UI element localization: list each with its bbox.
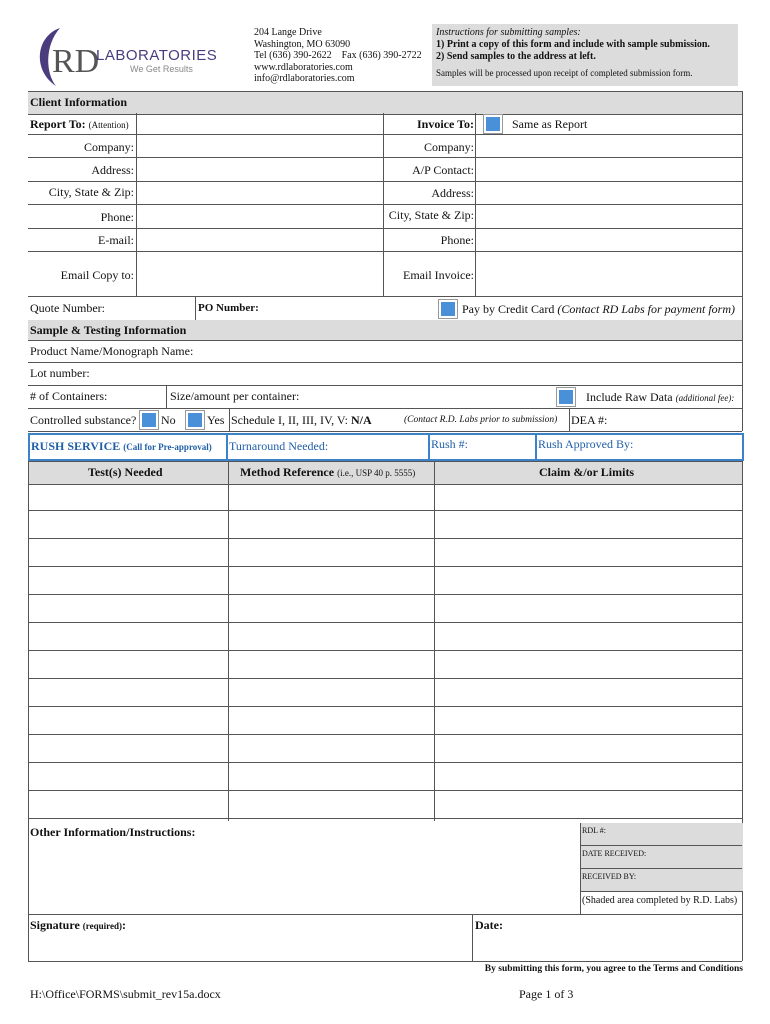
instructions-title: Instructions for submitting samples: [436,27,581,38]
company-label: Company: [84,140,134,154]
test-needed-cell[interactable] [28,623,228,650]
method-reference-cell[interactable] [228,623,434,650]
test-needed-cell[interactable] [28,763,228,790]
claim-limits-cell[interactable] [434,707,742,734]
test-needed-cell[interactable] [28,679,228,706]
invoice-company-label: Company: [424,140,474,154]
test-needed-cell[interactable] [28,735,228,762]
terms-notice: By submitting this form, you agree to the Terms and Conditions [484,964,743,974]
other-info-input[interactable] [30,843,575,911]
address-line: Washington, MO 63090 [254,38,351,50]
footer-filename: H:\Office\FORMS\submit_rev15a.docx [30,987,221,1001]
claim-limits-cell[interactable] [434,595,742,622]
email-copy-label: Email Copy to: [60,268,134,282]
signature-label: Signature (required): [30,918,126,932]
product-name-label: Product Name/Monograph Name: [30,344,194,358]
controlled-substance-label: Controlled substance? [30,413,137,427]
method-reference-header: Method Reference (i.e., USP 40 p. 5555) [240,465,416,479]
po-number-label: PO Number: [198,302,259,314]
dea-label: DEA #: [571,413,608,427]
claim-limits-cell[interactable] [434,679,742,706]
instructions-note: Samples will be processed upon receipt of completed submission form. [436,68,693,78]
test-needed-cell[interactable] [28,539,228,566]
rush-number-label: Rush #: [431,437,469,451]
logo-name: LABORATORIES [96,47,218,64]
product-name-input[interactable] [198,341,738,361]
table-row [28,735,742,763]
sample-section-title: Sample & Testing Information [30,323,187,337]
invoice-phone-label: Phone: [440,233,474,247]
instruction-1: 1) Print a copy of this form and include with sample submission. [436,39,710,50]
client-section-header [28,91,742,115]
claim-limits-cell[interactable] [434,651,742,678]
logo-letters: RD [52,43,100,80]
invoice-city-input[interactable] [476,205,741,227]
email: info@rdlaboratories.com [254,73,355,84]
rush-service-label: RUSH SERVICE (Call for Pre-approval) [31,439,212,453]
table-row [28,539,742,567]
received-by-label: RECEIVED BY: [582,872,637,881]
ap-contact-label: A/P Contact: [412,163,474,177]
phone-fax: Tel (636) 390-2622 Fax (636) 390-2722 [254,50,422,61]
schedule-label: Schedule I, II, III, IV, V: N/A [231,413,372,427]
shaded-area-note: (Shaded area completed by R.D. Labs) [582,895,738,906]
invoice-city-label: City, State & Zip: [388,208,474,222]
claim-limits-header: Claim &/or Limits [539,465,635,479]
ap-contact-input[interactable] [476,158,741,180]
method-reference-cell[interactable] [228,707,434,734]
table-row [28,651,742,679]
table-row [28,791,742,819]
table-row [28,567,742,595]
table-row [28,623,742,651]
controlled-no-label: No [161,413,176,427]
invoice-address-label: Address: [431,186,474,200]
logo-tagline: We Get Results [130,64,193,74]
footer-page-number: Page 1 of 3 [519,987,574,1001]
city-state-zip-label: City, State & Zip: [48,185,134,199]
claim-limits-cell[interactable] [434,623,742,650]
company-input[interactable] [137,135,382,157]
method-reference-cell[interactable] [228,679,434,706]
address-line: 204 Lange Drive [254,27,322,38]
turnaround-label: Turnaround Needed: [229,439,329,453]
phone-input[interactable] [137,205,382,227]
rdl-number-label: RDL #: [582,826,606,835]
address-label: Address: [91,163,134,177]
method-reference-cell[interactable] [228,595,434,622]
lot-number-label: Lot number: [30,366,90,380]
tests-needed-header: Test(s) Needed [88,465,163,479]
other-info-label: Other Information/Instructions: [30,825,196,839]
turnaround-input[interactable] [330,435,426,457]
address-input[interactable] [137,158,382,180]
include-raw-data-label: Include Raw Data (additional fee): [586,390,735,404]
instructions-box [432,24,738,86]
quote-number-label: Quote Number: [30,301,105,315]
claim-limits-cell[interactable] [434,511,742,538]
controlled-no-checkbox[interactable] [140,411,158,429]
email-label: E-mail: [98,233,134,247]
method-reference-cell[interactable] [228,483,434,510]
date-received-label: DATE RECEIVED: [582,849,647,858]
dea-input[interactable] [612,409,740,430]
test-needed-cell[interactable] [28,483,228,510]
table-row [28,763,742,791]
method-reference-cell[interactable] [228,539,434,566]
same-as-report-label: Same as Report [512,117,588,131]
test-needed-cell[interactable] [28,791,228,818]
claim-limits-cell[interactable] [434,539,742,566]
test-needed-cell[interactable] [28,511,228,538]
pay-by-card-checkbox[interactable] [439,300,457,318]
rush-number-input[interactable] [475,435,533,457]
controlled-yes-checkbox[interactable] [186,411,204,429]
method-reference-cell[interactable] [228,735,434,762]
email-copy-input[interactable] [137,252,382,295]
test-needed-cell[interactable] [28,707,228,734]
rush-approved-label: Rush Approved By: [538,437,634,451]
tests-table [28,461,742,821]
date-input[interactable] [475,934,740,960]
method-reference-cell[interactable] [228,511,434,538]
containers-label: # of Containers: [30,389,108,403]
email-invoice-label: Email Invoice: [403,268,474,282]
invoice-to-label: Invoice To: [416,117,474,131]
test-needed-cell[interactable] [28,567,228,594]
website: www.rdlaboratories.com [254,61,353,73]
email-input[interactable] [137,229,382,251]
table-row [28,707,742,735]
method-reference-cell[interactable] [228,651,434,678]
email-invoice-input[interactable] [476,252,741,295]
claim-limits-cell[interactable] [434,567,742,594]
report-to-input[interactable] [137,114,382,134]
size-amount-label: Size/amount per container: [170,389,300,403]
same-as-report-checkbox[interactable] [484,115,502,133]
contact-note: (Contact R.D. Labs prior to submission) [404,415,558,425]
test-needed-cell[interactable] [28,595,228,622]
pay-by-card-label: Pay by Credit Card (Contact RD Labs for payment form) [462,302,735,316]
method-reference-cell[interactable] [228,763,434,790]
invoice-company-input[interactable] [476,135,741,157]
controlled-yes-label: Yes [207,413,225,427]
table-row [28,511,742,539]
method-reference-cell[interactable] [228,791,434,818]
table-row [28,679,742,707]
table-row [28,595,742,623]
include-raw-data-checkbox[interactable] [557,388,575,406]
instruction-2: 2) Send samples to the address at left. [436,51,596,62]
table-row [28,483,742,511]
lot-number-input[interactable] [95,363,735,383]
signature-input[interactable] [30,934,470,960]
claim-limits-cell[interactable] [434,791,742,818]
lab-address [254,27,422,85]
claim-limits-cell[interactable] [434,735,742,762]
client-section-title: Client Information [30,95,127,109]
method-reference-cell[interactable] [228,567,434,594]
test-needed-cell[interactable] [28,651,228,678]
claim-limits-cell[interactable] [434,763,742,790]
invoice-phone-input[interactable] [476,229,741,251]
invoice-address-input[interactable] [476,182,741,204]
claim-limits-cell[interactable] [434,483,742,510]
date-label: Date: [475,918,503,932]
phone-label: Phone: [100,210,134,224]
city-state-zip-input[interactable] [137,182,382,204]
report-to-label: Report To: (Attention) [30,117,129,131]
